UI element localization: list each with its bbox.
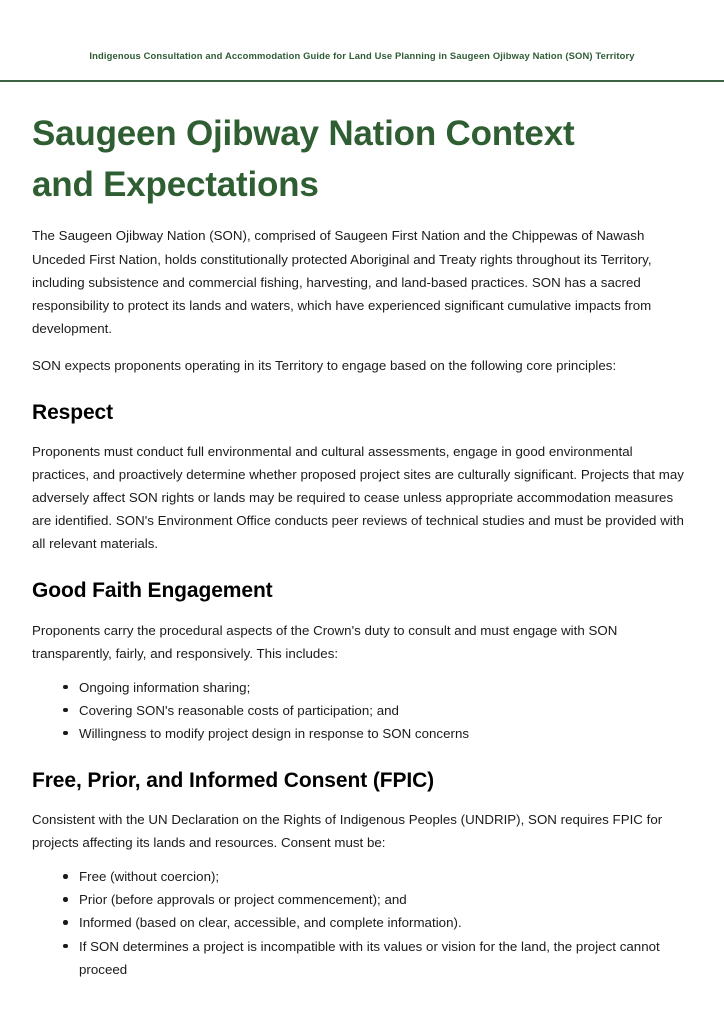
section-paragraph-fpic: Consistent with the UN Declaration on the Rights of Indigenous Peoples (UNDRIP), SON requires FPIC for projects affecting its lands and resources. Consent must be: — [32, 812, 663, 851]
page-title: Saugeen Ojibway Nation Context and Expectations — [32, 114, 575, 205]
section-paragraph-good-faith-engagement: Proponents carry the procedural aspects of the Crown's duty to consult and must engage with SON transparently, fairly, and responsively. This includes: — [32, 622, 618, 661]
list-item: If SON determines a project is incompatible with its values or vision for the land, the project cannot proceed — [63, 935, 692, 981]
list-item: Ongoing information sharing; — [63, 676, 692, 699]
bullet-list-fpic — [32, 865, 692, 980]
section-heading-respect: Respect — [32, 400, 114, 424]
list-item: Informed (based on clear, accessible, and complete information). — [63, 911, 692, 934]
section-heading-good-faith-engagement: Good Faith Engagement — [32, 579, 273, 603]
header-divider-rule — [0, 80, 724, 82]
section-paragraph-respect: Proponents must conduct full environmental and cultural assessments, engage in good environmental practices, and proactively determine whether proposed project sites are culturally significant. Projects that may adversely affect SON rights or lands may be required to cease unless appropriate accommodation measures are identified. SON's Environment Office conducts peer reviews of technical studies and must be provided with all relevant materials. — [32, 444, 684, 552]
list-item: Covering SON's reasonable costs of participation; and — [63, 699, 692, 722]
running-header: Indigenous Consultation and Accommodation Guide for Land Use Planning in Saugeen Ojibway Nation (SON) Territory — [89, 50, 635, 61]
intro-paragraph-2: SON expects proponents operating in its Territory to engage based on the following core principles: — [32, 357, 617, 373]
list-item: Prior (before approvals or project commencement); and — [63, 888, 692, 911]
intro-paragraph-1: The Saugeen Ojibway Nation (SON), comprised of Saugeen First Nation and the Chippewas of Nawash Unceded First Nation, holds constitutionally protected Aboriginal and Treaty rights throughout its Territory, including subsistence and commercial fishing, harvesting, and land-based practices. SON has a sacred responsibility to protect its lands and waters, which have experienced significant cumulative impacts from development. — [32, 228, 652, 336]
list-item: Free (without coercion); — [63, 865, 692, 888]
section-heading-fpic: Free, Prior, and Informed Consent (FPIC) — [32, 768, 435, 792]
list-item: Willingness to modify project design in response to SON concerns — [63, 722, 692, 745]
document-content — [0, 108, 724, 980]
bullet-list-good-faith-engagement — [32, 676, 692, 745]
